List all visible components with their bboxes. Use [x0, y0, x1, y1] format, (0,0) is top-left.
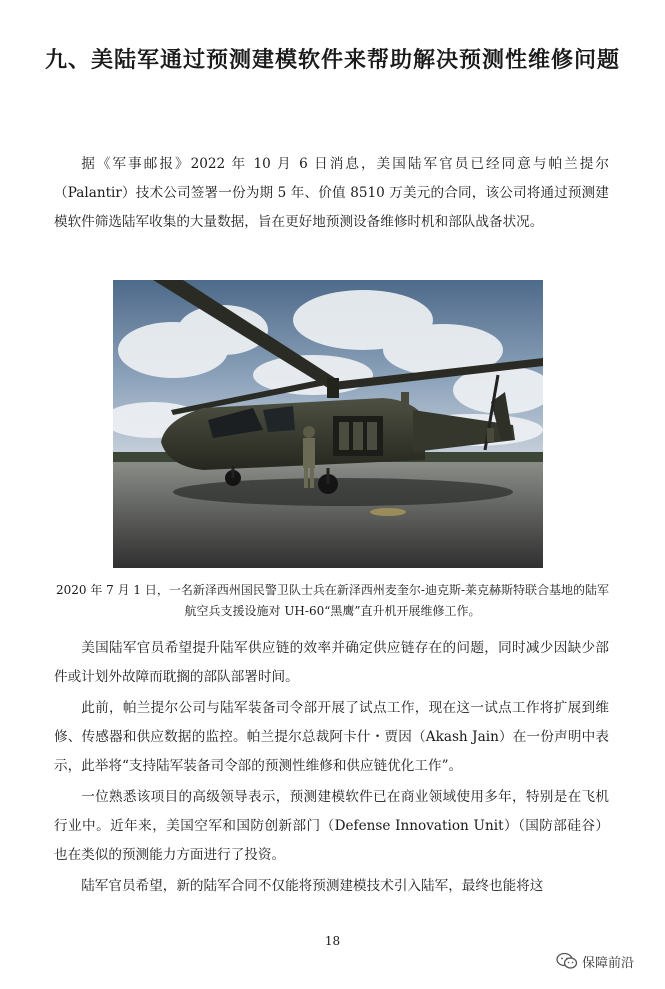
paragraph-pilot: 此前，帕兰提尔公司与陆军装备司令部开展了试点工作，现在这一试点工作将扩展到维修、传感器和供应数据的监控。帕兰提尔总裁阿卡什・贾因（Akash Jain）在一份声明中表示，此举将“支持陆军装备司令部的预测性维修和供应链优化工作”。: [54, 700, 609, 774]
page-number: 18: [324, 934, 341, 948]
watermark: [556, 950, 634, 972]
helicopter-illustration: [113, 280, 543, 568]
wechat-icon: [556, 952, 578, 970]
article-title: 九、美陆军通过预测建模软件来帮助解决预测性维修问题: [44, 48, 620, 73]
paragraph-goal: 美国陆军官员希望提升陆军供应链的效率并确定供应链存在的问题，同时减少因缺少部件或计划外故障而耽搁的部队部署时间。: [54, 640, 609, 685]
paragraph-intro: 据《军事邮报》2022 年 10 月 6 日消息，美国陆军官员已经同意与帕兰提尔（Palantir）技术公司签署一份为期 5 年、价值 8510 万美元的合同，该公司将通过预测建模软件筛选陆军收集的大量数据，旨在更好地预测设备维修时机和部队战备状况。: [54, 156, 609, 230]
photo-caption: 2020 年 7 月 1 日，一名新泽西州国民警卫队士兵在新泽西州麦奎尔-迪克斯-莱克赫斯特联合基地的陆军航空兵支援设施对 UH-60“黑鹰”直升机开展维修工作。: [56, 583, 609, 618]
paragraph-outlook: 陆军官员希望，新的陆军合同不仅能将预测建模技术引入陆军，最终也能将这: [81, 878, 544, 894]
watermark-text: 保障前沿: [582, 955, 635, 971]
helicopter-photo: [113, 280, 543, 568]
paragraph-industry: 一位熟悉该项目的高级领导表示，预测建模软件已在商业领域使用多年，特别是在飞机行业中。近年来，美国空军和国防创新部门（Defense Innovation Unit）（国防部硅谷）也在类似的预测能力方面进行了投资。: [54, 789, 609, 863]
